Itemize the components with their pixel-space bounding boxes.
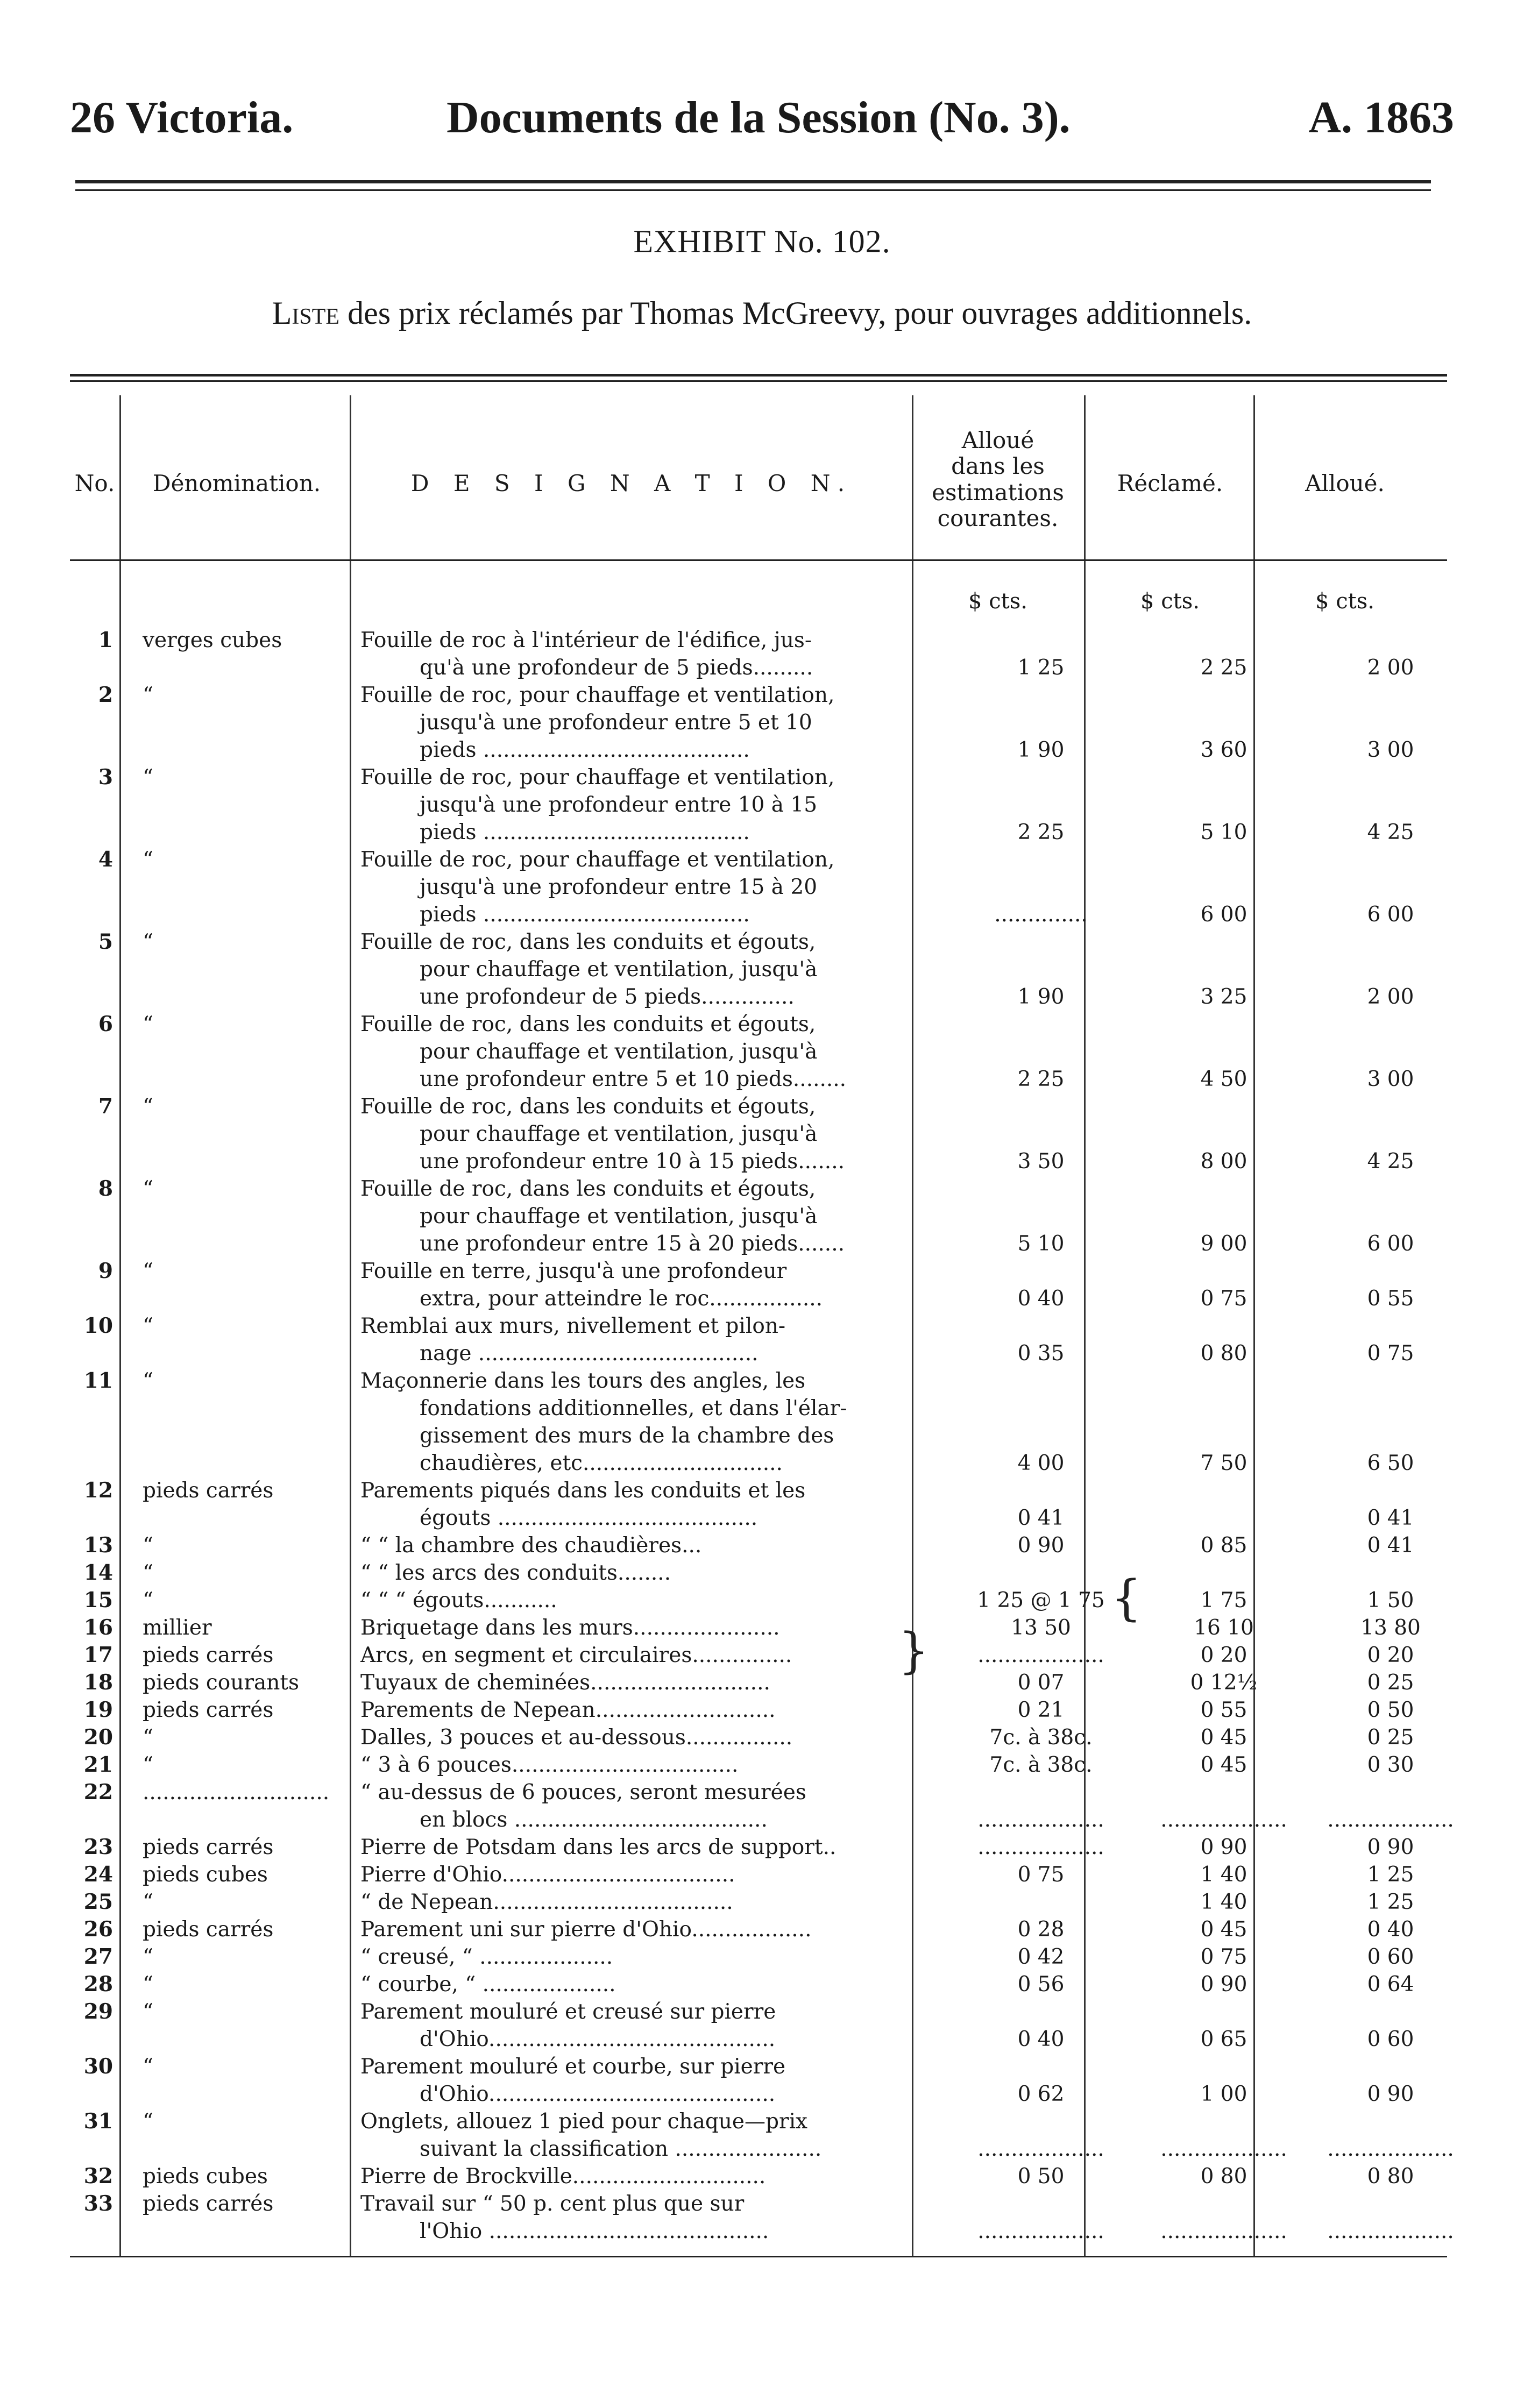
row-denomination: pieds carrés (143, 1698, 274, 1722)
row-denomination: pieds cubes (143, 2164, 268, 2189)
row-estimate: 3 50 (1017, 1149, 1065, 1174)
row-number: 23 (83, 1835, 113, 1859)
table-top-rule (70, 374, 1447, 377)
row-estimate: 0 07 (1017, 1671, 1065, 1695)
row-allowed: 0 41 (1367, 1506, 1414, 1530)
row-reclaimed: 0 90 (1200, 1835, 1247, 1859)
row-denomination: millier (143, 1616, 212, 1640)
row-reclaimed: 5 10 (1200, 820, 1247, 844)
row-estimate: 1 90 (1017, 985, 1065, 1009)
row-estimate: ................... (977, 1808, 1104, 1832)
row-reclaimed: 3 60 (1200, 738, 1247, 762)
designation-line: “ creusé, “ .................... (360, 1945, 613, 1969)
row-designation (360, 681, 952, 764)
brace-symbol: { (1111, 1570, 1142, 1626)
row-reclaimed: 0 65 (1200, 2027, 1247, 2051)
designation-line: jusqu'à une profondeur entre 10 à 15 (420, 793, 818, 817)
row-allowed: 1 50 (1367, 1588, 1414, 1613)
row-denomination: “ (143, 1533, 153, 1558)
header-reclaimed: Réclamé. (1117, 470, 1223, 496)
row-designation (360, 1587, 952, 1614)
row-designation (360, 1312, 952, 1367)
row-number: 31 (83, 2109, 113, 2134)
row-number: 15 (83, 1588, 113, 1613)
designation-line: Remblai aux murs, nivellement et pilon- (360, 1314, 786, 1338)
header-estimates-line: Alloué (961, 427, 1034, 453)
row-number: 20 (83, 1725, 113, 1750)
row-denomination: “ (143, 1890, 153, 1914)
header-rule (75, 180, 1431, 183)
row-reclaimed: 1 40 (1200, 1863, 1247, 1887)
table-bottom-rule (70, 2256, 1447, 2257)
header-bottom-rule (70, 559, 1447, 561)
row-number: 27 (83, 1944, 113, 1969)
unit-estimates: $ cts. (968, 589, 1027, 614)
row-allowed: 0 55 (1367, 1287, 1414, 1311)
row-estimate: 2 25 (1017, 820, 1065, 844)
row-allowed: 4 25 (1367, 1149, 1414, 1174)
row-reclaimed: 16 10 (1194, 1616, 1254, 1640)
designation-line: “ au-dessus de 6 pouces, seront mesurées (360, 1780, 806, 1805)
header-denomination: Dénomination. (152, 470, 321, 496)
row-designation (360, 2163, 952, 2190)
designation-line: Fouille de roc à l'intérieur de l'édifice, jus- (360, 628, 812, 652)
designation-line: nage .......................................... (420, 1341, 759, 1366)
row-allowed: 1 25 (1367, 1863, 1414, 1887)
designation-line: Onglets, allouez 1 pied pour chaque—prix (360, 2109, 808, 2134)
row-denomination: pieds carrés (143, 1835, 274, 1859)
row-allowed: 0 60 (1367, 1945, 1414, 1969)
row-designation (360, 1724, 952, 1751)
row-reclaimed: 0 75 (1200, 1287, 1247, 1311)
row-number: 26 (83, 1917, 113, 1942)
row-number: 17 (83, 1643, 113, 1667)
brace-symbol: } (898, 1623, 930, 1679)
designation-line: Parement uni sur pierre d'Ohio.................. (360, 1917, 812, 1942)
row-reclaimed: 0 45 (1200, 1917, 1247, 1942)
row-denomination: “ (143, 1972, 153, 1997)
row-number: 1 (98, 628, 113, 652)
row-estimate: 0 41 (1017, 1506, 1065, 1530)
row-allowed: 2 00 (1367, 985, 1414, 1009)
row-number: 28 (83, 1972, 113, 1997)
exhibit-title: EXHIBIT No. 102. (633, 224, 891, 259)
row-reclaimed: 0 12½ (1190, 1671, 1258, 1695)
row-designation (360, 2190, 952, 2245)
list-title-lead: Liste (272, 295, 340, 331)
row-estimate: 5 10 (1017, 1232, 1065, 1256)
row-number: 5 (98, 929, 113, 954)
row-reclaimed: 8 00 (1200, 1149, 1247, 1174)
row-designation (360, 1532, 952, 1559)
header-designation: D E S I G N A T I O N. (410, 470, 854, 496)
row-number: 25 (83, 1890, 113, 1914)
row-designation (360, 1669, 952, 1696)
row-designation (360, 1916, 952, 1943)
row-number: 13 (83, 1533, 113, 1558)
row-designation (360, 1696, 952, 1724)
row-denomination: “ (143, 1177, 153, 1201)
row-denomination: “ (143, 683, 153, 707)
row-designation (360, 627, 952, 681)
designation-line: Parement mouluré et creusé sur pierre (360, 2000, 776, 2024)
designation-line: extra, pour atteindre le roc................. (420, 1287, 823, 1311)
row-number: 6 (98, 1012, 113, 1036)
row-number: 9 (98, 1259, 113, 1283)
row-number: 30 (83, 2054, 113, 2079)
designation-line: Pierre de Potsdam dans les arcs de support.. (360, 1835, 837, 1859)
designation-line: pour chauffage et ventilation, jusqu'à (420, 1204, 818, 1228)
row-designation (360, 1477, 952, 1532)
row-denomination: “ (143, 1945, 153, 1969)
row-designation (360, 764, 952, 846)
row-number: 10 (83, 1313, 113, 1338)
row-allowed: 2 00 (1367, 656, 1414, 680)
row-denomination: pieds carrés (143, 1643, 274, 1667)
row-reclaimed: 0 55 (1200, 1698, 1247, 1722)
row-denomination: “ (143, 1725, 153, 1750)
row-designation (360, 2053, 952, 2108)
row-allowed: 0 80 (1367, 2164, 1414, 2189)
row-designation (360, 1751, 952, 1779)
row-denomination: “ (143, 2055, 153, 2079)
row-allowed: 0 90 (1367, 1835, 1414, 1859)
row-designation (360, 928, 952, 1011)
row-designation (360, 2108, 952, 2163)
designation-line: “ de Nepean.................................... (360, 1890, 733, 1914)
designation-line: une profondeur entre 10 à 15 pieds....... (420, 1149, 845, 1174)
row-estimate: 0 90 (1017, 1533, 1065, 1558)
row-estimate: 1 25 (1017, 656, 1065, 680)
designation-line: pieds ........................................ (420, 738, 750, 762)
row-number: 21 (83, 1752, 113, 1777)
row-estimate: 0 56 (1017, 1972, 1065, 1997)
designation-line: fondations additionnelles, et dans l'élar- (420, 1396, 847, 1420)
row-allowed: 1 25 (1367, 1890, 1414, 1914)
row-estimate: 2 25 (1017, 1067, 1065, 1091)
row-number: 18 (83, 1670, 113, 1695)
designation-line: pour chauffage et ventilation, jusqu'à (420, 1040, 818, 1064)
unit-reclaimed: $ cts. (1140, 589, 1200, 614)
row-reclaimed: 0 80 (1200, 1341, 1247, 1366)
row-reclaimed: 1 75 (1200, 1588, 1247, 1613)
row-denomination: “ (143, 1588, 153, 1613)
row-designation (360, 1998, 952, 2053)
row-number: 24 (83, 1862, 113, 1887)
row-estimate: 7c. à 38c. (989, 1725, 1093, 1750)
designation-line: “ courbe, “ .................... (360, 1972, 616, 1997)
header-estimates-line: dans les (951, 453, 1045, 480)
row-reclaimed: 0 20 (1200, 1643, 1247, 1667)
row-estimate: 0 40 (1017, 1287, 1065, 1311)
designation-line: pieds ........................................ (420, 903, 750, 927)
designation-line: Maçonnerie dans les tours des angles, les (360, 1369, 806, 1393)
row-allowed: 3 00 (1367, 1067, 1414, 1091)
row-reclaimed: ................... (1160, 2137, 1287, 2161)
row-number: 16 (83, 1615, 113, 1640)
header-no: No. (74, 470, 115, 496)
row-estimate: ................... (977, 1643, 1104, 1667)
row-allowed: 0 75 (1367, 1341, 1414, 1366)
designation-line: “ 3 à 6 pouces.................................. (360, 1753, 739, 1777)
designation-line: Briquetage dans les murs...................... (360, 1616, 780, 1640)
row-allowed: 0 64 (1367, 1972, 1414, 1997)
row-denomination: pieds cubes (143, 1863, 268, 1887)
designation-line: Fouille de roc, pour chauffage et ventilation, (360, 765, 835, 790)
row-estimate: ................... (977, 1835, 1104, 1859)
header-estimates-line: estimations (932, 479, 1064, 506)
row-denomination: “ (143, 2109, 153, 2134)
row-allowed: 0 60 (1367, 2027, 1414, 2051)
row-denomination: “ (143, 1561, 153, 1585)
designation-line: Fouille en terre, jusqu'à une profondeur (360, 1259, 787, 1283)
row-denomination: “ (143, 1314, 153, 1338)
header-estimates-line: courantes. (937, 505, 1059, 531)
row-estimate: 1 90 (1017, 738, 1065, 762)
designation-line: gissement des murs de la chambre des (420, 1424, 834, 1448)
row-number: 8 (98, 1176, 113, 1201)
row-allowed: 0 90 (1367, 2082, 1414, 2106)
row-designation (360, 1093, 952, 1175)
designation-line: “ “ la chambre des chaudières... (360, 1533, 702, 1558)
designation-line: une profondeur de 5 pieds.............. (420, 985, 795, 1009)
row-denomination: “ (143, 1259, 153, 1283)
row-designation (360, 846, 952, 928)
row-reclaimed: 0 80 (1200, 2164, 1247, 2189)
row-number: 11 (83, 1368, 113, 1393)
designation-line: suivant la classification ...................... (420, 2137, 822, 2161)
row-allowed: ................... (1327, 1808, 1454, 1832)
designation-line: l'Ohio .......................................... (420, 2219, 769, 2243)
row-reclaimed: 6 00 (1200, 903, 1247, 927)
row-number: 12 (83, 1478, 113, 1503)
row-designation (360, 1779, 952, 1834)
designation-line: égouts ....................................... (420, 1506, 758, 1530)
designation-line: une profondeur entre 15 à 20 pieds....... (420, 1232, 845, 1256)
row-reclaimed: 0 45 (1200, 1725, 1247, 1750)
running-head (70, 91, 1454, 151)
row-allowed: ................... (1327, 2137, 1454, 2161)
designation-line: Fouille de roc, dans les conduits et égouts, (360, 930, 816, 954)
designation-line: Pierre d'Ohio................................... (360, 1863, 735, 1887)
row-denomination: pieds carrés (143, 1917, 274, 1942)
designation-line: Parement mouluré et courbe, sur pierre (360, 2055, 786, 2079)
row-reclaimed: 0 45 (1200, 1753, 1247, 1777)
row-denomination: pieds courants (143, 1671, 300, 1695)
designation-line: Fouille de roc, dans les conduits et égouts, (360, 1177, 816, 1201)
row-estimate: 0 50 (1017, 2164, 1065, 2189)
header-estimates (915, 428, 1081, 531)
row-allowed: 0 30 (1367, 1753, 1414, 1777)
row-number: 19 (83, 1697, 113, 1722)
row-reclaimed: 0 90 (1200, 1972, 1247, 1997)
header-allowed: Alloué. (1305, 470, 1385, 496)
designation-line: Tuyaux de cheminées........................... (360, 1671, 770, 1695)
row-denomination: “ (143, 765, 153, 790)
row-estimate: 0 21 (1017, 1698, 1065, 1722)
row-allowed: 13 80 (1360, 1616, 1421, 1640)
row-designation (360, 1888, 952, 1916)
row-allowed: 0 40 (1367, 1917, 1414, 1942)
row-denomination: “ (143, 1753, 153, 1777)
row-allowed: 6 00 (1367, 903, 1414, 927)
row-estimate: 7c. à 38c. (989, 1753, 1093, 1777)
row-allowed: ................... (1327, 2219, 1454, 2243)
row-reclaimed: 1 00 (1200, 2082, 1247, 2106)
row-estimate: 0 75 (1017, 1863, 1065, 1887)
row-estimate: ................... (977, 2137, 1104, 2161)
row-designation (360, 1258, 952, 1312)
designation-line: jusqu'à une profondeur entre 15 à 20 (420, 875, 818, 899)
row-denomination: “ (143, 1012, 153, 1036)
row-designation (360, 1943, 952, 1971)
row-estimate: 1 25 @ 1 75 (977, 1588, 1105, 1613)
row-denomination: “ (143, 930, 153, 954)
row-reclaimed: 2 25 (1200, 656, 1247, 680)
row-designation (360, 1834, 952, 1861)
running-head-volume: 26 Victoria. (70, 93, 294, 143)
row-designation (360, 1861, 952, 1888)
row-number: 22 (83, 1780, 113, 1805)
row-estimate: ................... (977, 2219, 1104, 2243)
row-reclaimed: 9 00 (1200, 1232, 1247, 1256)
table-top-rule-thin (70, 380, 1447, 382)
row-reclaimed: 0 85 (1200, 1533, 1247, 1558)
row-number: 33 (83, 2191, 113, 2216)
unit-allowed: $ cts. (1315, 589, 1374, 614)
row-denomination: verges cubes (143, 628, 282, 652)
row-designation (360, 1367, 952, 1477)
row-allowed: 3 00 (1367, 738, 1414, 762)
designation-line: pieds ........................................ (420, 820, 750, 844)
designation-line: Fouille de roc, pour chauffage et ventilation, (360, 848, 835, 872)
row-denomination: pieds carrés (143, 2192, 274, 2216)
designation-line: “ “ les arcs des conduits........ (360, 1561, 671, 1585)
row-number: 3 (98, 765, 113, 790)
list-title-rest: des prix réclamés par Thomas McGreevy, pour ouvrages additionnels. (348, 295, 1252, 331)
row-allowed: 0 41 (1367, 1533, 1414, 1558)
row-allowed: 4 25 (1367, 820, 1414, 844)
designation-line: d'Ohio........................................... (420, 2082, 776, 2106)
designation-line: “ “ “ égouts........... (360, 1588, 557, 1613)
row-reclaimed: 7 50 (1200, 1451, 1247, 1475)
row-denomination: “ (143, 848, 153, 872)
row-designation (360, 1175, 952, 1258)
row-designation (360, 1614, 952, 1642)
row-denomination: ............................ (143, 1780, 330, 1805)
row-allowed: 0 20 (1367, 1643, 1414, 1667)
row-estimate: .............. (994, 903, 1088, 927)
designation-line: Parements de Nepean........................... (360, 1698, 776, 1722)
designation-line: Arcs, en segment et circulaires............... (360, 1643, 792, 1667)
row-number: 2 (98, 683, 113, 707)
row-denomination: “ (143, 1095, 153, 1119)
row-designation (360, 1559, 952, 1587)
row-reclaimed: ................... (1160, 1808, 1287, 1832)
designation-line: Fouille de roc, dans les conduits et égouts, (360, 1095, 816, 1119)
running-head-year: A. 1863 (1308, 93, 1454, 143)
column-divider (119, 395, 121, 2256)
row-allowed: 6 50 (1367, 1451, 1414, 1475)
row-number: 29 (83, 1999, 113, 2024)
row-reclaimed: ................... (1160, 2219, 1287, 2243)
designation-line: pour chauffage et ventilation, jusqu'à (420, 957, 818, 982)
row-estimate: 0 62 (1017, 2082, 1065, 2106)
designation-line: en blocs ...................................... (420, 1808, 768, 1832)
row-designation (360, 1642, 952, 1669)
row-number: 7 (98, 1094, 113, 1119)
row-number: 32 (83, 2164, 113, 2189)
row-reclaimed: 4 50 (1200, 1067, 1247, 1091)
row-allowed: 0 50 (1367, 1698, 1414, 1722)
header-rule-thin (75, 189, 1431, 191)
row-allowed: 0 25 (1367, 1725, 1414, 1750)
row-denomination: “ (143, 2000, 153, 2024)
designation-line: d'Ohio........................................... (420, 2027, 776, 2051)
designation-line: chaudières, etc.............................. (420, 1451, 783, 1475)
designation-line: qu'à une profondeur de 5 pieds......... (420, 656, 813, 680)
row-designation (360, 1011, 952, 1093)
designation-line: Dalles, 3 pouces et au-dessous................ (360, 1725, 793, 1750)
row-allowed: 6 00 (1367, 1232, 1414, 1256)
row-designation (360, 1971, 952, 1998)
row-estimate: 0 35 (1017, 1341, 1065, 1366)
row-allowed: 0 25 (1367, 1671, 1414, 1695)
designation-line: jusqu'à une profondeur entre 5 et 10 (420, 711, 812, 735)
row-estimate: 0 28 (1017, 1917, 1065, 1942)
row-reclaimed: 0 75 (1200, 1945, 1247, 1969)
row-number: 4 (98, 847, 113, 872)
row-estimate: 0 40 (1017, 2027, 1065, 2051)
row-estimate: 13 50 (1011, 1616, 1071, 1640)
designation-line: Travail sur “ 50 p. cent plus que sur (360, 2192, 745, 2216)
designation-line: Parements piqués dans les conduits et les (360, 1479, 806, 1503)
designation-line: Fouille de roc, dans les conduits et égouts, (360, 1012, 816, 1036)
list-title (0, 295, 1524, 332)
row-estimate: 4 00 (1017, 1451, 1065, 1475)
designation-line: une profondeur entre 5 et 10 pieds........ (420, 1067, 847, 1091)
designation-line: Pierre de Brockville............................. (360, 2164, 766, 2189)
row-denomination: pieds carrés (143, 1479, 274, 1503)
running-head-title: Documents de la Session (No. 3). (446, 93, 1071, 143)
row-estimate: 0 42 (1017, 1945, 1065, 1969)
designation-line: Fouille de roc, pour chauffage et ventilation, (360, 683, 835, 707)
row-reclaimed: 3 25 (1200, 985, 1247, 1009)
row-number: 14 (83, 1560, 113, 1585)
designation-line: pour chauffage et ventilation, jusqu'à (420, 1122, 818, 1146)
row-denomination: “ (143, 1369, 153, 1393)
row-reclaimed: 1 40 (1200, 1890, 1247, 1914)
